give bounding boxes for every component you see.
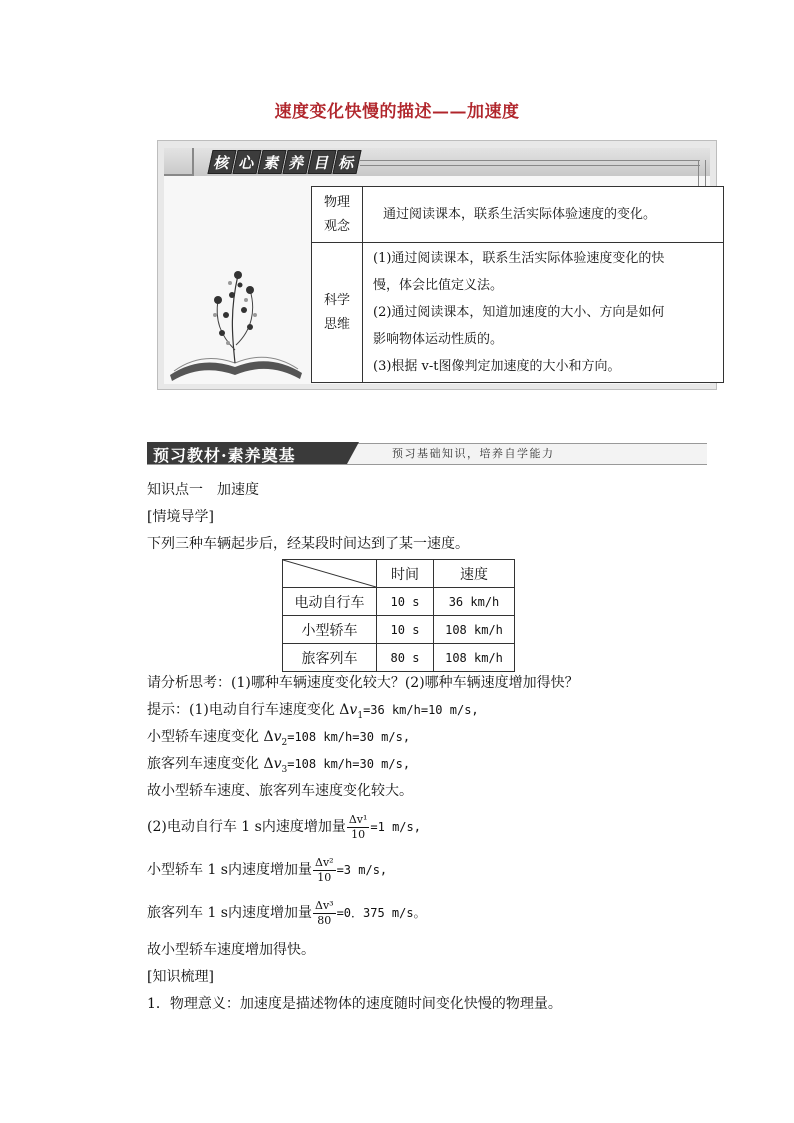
goal-badge-1: 核 bbox=[207, 150, 236, 174]
hint-value: =0．375 m/s。 bbox=[336, 906, 426, 920]
table-cell: 36 km/h bbox=[434, 588, 515, 616]
fraction bbox=[313, 899, 336, 928]
goal-text-line: (3)根据 v-t图像判定加速度的大小和方向。 bbox=[373, 359, 621, 374]
page-title: 速度变化快慢的描述——加速度 bbox=[274, 102, 520, 122]
hint-line-4: 故小型轿车速度、旅客列车速度变化较大。 bbox=[147, 783, 413, 799]
fraction bbox=[347, 813, 370, 842]
goal-text-line: 影响物体运动性质的。 bbox=[373, 332, 504, 347]
hint-fraction-3 bbox=[147, 896, 426, 930]
hint-text: 旅客列车 1 s内速度增加量 bbox=[147, 905, 312, 921]
hint-conclusion: 故小型轿车速度增加得快。 bbox=[147, 942, 315, 958]
goal-text-physics: 通过阅读课本，联系生活实际体验速度的变化。 bbox=[363, 187, 724, 243]
var-v: v bbox=[273, 756, 282, 772]
goal-label-line: 观念 bbox=[323, 218, 350, 234]
fraction-numerator: Δv² bbox=[315, 855, 334, 869]
fraction-numerator: Δv³ bbox=[315, 898, 334, 912]
item-1: 1．物理意义：加速度是描述物体的速度随时间变化快慢的物理量。 bbox=[147, 996, 562, 1012]
goal-label-line: 物理 bbox=[323, 194, 350, 210]
subscript: 2 bbox=[281, 737, 288, 748]
fraction bbox=[313, 856, 336, 885]
table-cell: 电动自行车 bbox=[283, 588, 377, 616]
scenario-tag: [情境导学] bbox=[147, 509, 214, 525]
subscript: 3 bbox=[281, 764, 288, 775]
table-cell: 108 km/h bbox=[434, 616, 515, 644]
hint-value: =1 m/s, bbox=[370, 820, 421, 834]
section-banner-subtitle: 预习基础知识，培养自学能力 bbox=[392, 447, 555, 460]
diagonal-line bbox=[283, 560, 376, 587]
goal-label-physics bbox=[312, 187, 363, 243]
table-cell: 80 s bbox=[377, 644, 434, 672]
table-corner-cell bbox=[283, 560, 377, 588]
hint-value: =36 km/h=10 m/s, bbox=[363, 703, 479, 717]
hint-line-1 bbox=[147, 700, 479, 726]
hint-value: =3 m/s, bbox=[336, 863, 388, 877]
table-header-cell: 速度 bbox=[434, 560, 515, 588]
goal-text-line: (1)通过阅读课本，联系生活实际体验速度变化的快 bbox=[373, 251, 665, 266]
fraction-denominator: 80 bbox=[317, 913, 332, 927]
goal-badge-5: 目 bbox=[307, 150, 336, 174]
var-v: v bbox=[273, 729, 282, 745]
var-v: v bbox=[349, 702, 358, 718]
hint-text: 小型轿车 1 s内速度增加量 bbox=[147, 862, 312, 878]
knowledge-tag: [知识梳理] bbox=[147, 969, 214, 985]
subscript: 1 bbox=[357, 710, 364, 721]
table-cell: 108 km/h bbox=[434, 644, 515, 672]
hint-text: 提示：(1)电动自行车速度变化 Δ bbox=[147, 702, 350, 718]
goal-badge-2: 心 bbox=[232, 150, 261, 174]
goal-badge-3: 素 bbox=[257, 150, 286, 174]
hint-text: (2)电动自行车 1 s内速度增加量 bbox=[147, 819, 346, 835]
hint-fraction-2 bbox=[147, 853, 387, 887]
fraction-denominator: 10 bbox=[351, 827, 366, 841]
goal-badge-4: 养 bbox=[282, 150, 311, 174]
table-row bbox=[283, 588, 515, 616]
table-cell: 10 s bbox=[377, 616, 434, 644]
table-cell: 10 s bbox=[377, 588, 434, 616]
knowledge-point-heading: 知识点一 加速度 bbox=[147, 482, 259, 498]
core-goals-table bbox=[311, 186, 724, 383]
table-row bbox=[283, 616, 515, 644]
table-header-row bbox=[283, 560, 515, 588]
book-flower-illustration bbox=[160, 255, 310, 385]
hint-text: 小型轿车速度变化 Δ bbox=[147, 729, 274, 745]
header-frame-corner bbox=[164, 148, 194, 176]
hint-value: =108 km/h=30 m/s, bbox=[287, 757, 411, 771]
header-frame-rule bbox=[360, 160, 700, 166]
goal-row-science bbox=[312, 243, 724, 383]
table-header-cell: 时间 bbox=[377, 560, 434, 588]
fraction-denominator: 10 bbox=[317, 870, 332, 884]
goal-label-line: 思维 bbox=[323, 316, 350, 332]
goal-label-line: 科学 bbox=[323, 292, 350, 308]
hint-text: 旅客列车速度变化 Δ bbox=[147, 756, 274, 772]
hint-value: =108 km/h=30 m/s, bbox=[287, 730, 411, 744]
hint-line-2 bbox=[147, 727, 410, 753]
table-cell: 小型轿车 bbox=[283, 616, 377, 644]
table-cell: 旅客列车 bbox=[283, 644, 377, 672]
intro-text: 下列三种车辆起步后，经某段时间达到了某一速度。 bbox=[147, 536, 469, 552]
hint-line-3 bbox=[147, 754, 410, 780]
goal-text-science bbox=[363, 243, 724, 383]
goal-badge-6: 标 bbox=[332, 150, 361, 174]
hint-fraction-1 bbox=[147, 810, 421, 844]
vehicle-table bbox=[282, 559, 515, 672]
goal-text-line: (2)通过阅读课本，知道加速度的大小、方向是如何 bbox=[373, 305, 665, 320]
goal-row-physics bbox=[312, 187, 724, 243]
question-text: 请分析思考：(1)哪种车辆速度变化较大？(2)哪种车辆速度增加得快？ bbox=[147, 675, 579, 691]
fraction-numerator: Δv¹ bbox=[348, 812, 368, 826]
section-banner-title: 预习教材·素养奠基 bbox=[153, 446, 296, 465]
goal-text-line: 慢，体会比值定义法。 bbox=[373, 278, 504, 293]
table-row bbox=[283, 644, 515, 672]
goal-label-science bbox=[312, 243, 363, 383]
